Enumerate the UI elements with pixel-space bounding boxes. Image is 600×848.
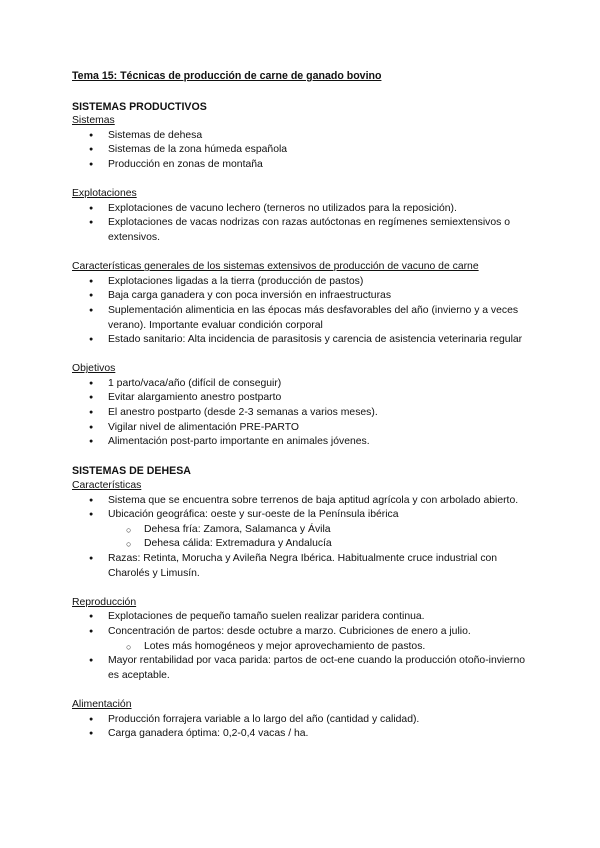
- subheading-sistemas: Sistemas: [72, 115, 115, 127]
- subheading-caracteristicas-generales: Características generales de los sistemas extensivos de producción de vacuno de carne: [72, 261, 479, 273]
- list-item: ● Explotaciones de vacas nodrizas con razas autóctonas en regímenes semiextensivos o extensivos.: [72, 216, 532, 245]
- subheading-explotaciones: Explotaciones: [72, 188, 137, 200]
- subheading-caracteristicas: Características: [72, 480, 142, 492]
- list-item: ● 1 parto/vaca/año (difícil de conseguir): [72, 377, 532, 392]
- list-item: ● Sistemas de dehesa: [72, 129, 532, 144]
- document-content: [72, 69, 532, 742]
- list-item: [72, 625, 532, 654]
- list-caracteristicas-dehesa: [72, 494, 532, 582]
- list-caracteristicas-generales: [72, 275, 532, 348]
- list-item: ● Mayor rentabilidad por vaca parida: partos de oct-ene cuando la producción otoño-invierno es aceptable.: [72, 654, 532, 683]
- list-item: ● Vigilar nivel de alimentación PRE-PARTO: [72, 421, 532, 436]
- section-heading-sistemas-dehesa: SISTEMAS DE DEHESA: [72, 465, 191, 478]
- list-item: ● Suplementación alimenticia en las épocas más desfavorables del año (invierno y a veces verano). Importante evaluar condición corporal: [72, 304, 532, 333]
- list-item: ● Razas: Retinta, Morucha y Avileña Negra Ibérica. Habitualmente cruce industrial con Charolés y Limusín.: [72, 552, 532, 581]
- sublist-item: ○ Dehesa fría: Zamora, Salamanca y Ávila: [108, 523, 532, 538]
- subheading-alimentacion: Alimentación: [72, 698, 132, 710]
- list-objetivos: [72, 377, 532, 450]
- list-reproduccion: [72, 610, 532, 683]
- list-item: ● Evitar alargamiento anestro postparto: [72, 391, 532, 406]
- list-item: ● Explotaciones ligadas a la tierra (producción de pastos): [72, 275, 532, 290]
- page-title: Tema 15: Técnicas de producción de carne de ganado bovino: [72, 70, 382, 82]
- list-item: ● Alimentación post-parto importante en animales jóvenes.: [72, 435, 532, 450]
- list-item: ● Sistema que se encuentra sobre terrenos de baja aptitud agrícola y con arbolado abierto.: [72, 494, 532, 509]
- list-alimentacion: [72, 713, 532, 742]
- list-explotaciones: [72, 202, 532, 246]
- list-item: ● Sistemas de la zona húmeda española: [72, 143, 532, 158]
- list-item: ● Carga ganadera óptima: 0,2-0,4 vacas / ha.: [72, 727, 532, 742]
- list-item: ● Explotaciones de vacuno lechero (terneros no utilizados para la reposición).: [72, 202, 532, 217]
- subheading-objetivos: Objetivos: [72, 363, 116, 375]
- sublist-partos: [108, 640, 532, 655]
- list-sistemas: [72, 129, 532, 173]
- list-item: ● Baja carga ganadera y con poca inversión en infraestructuras: [72, 289, 532, 304]
- list-item: [72, 508, 532, 552]
- list-item-text: Concentración de partos: desde octubre a marzo. Cubriciones de enero a julio.: [108, 625, 471, 637]
- sublist-item: ○ Dehesa cálida: Extremadura y Andalucía: [108, 537, 532, 552]
- list-item: ● Explotaciones de pequeño tamaño suelen realizar paridera continua.: [72, 610, 532, 625]
- subheading-reproduccion: Reproducción: [72, 596, 137, 608]
- list-item: ● Estado sanitario: Alta incidencia de parasitosis y carencia de asistencia veterinaria regular: [72, 333, 532, 348]
- list-item: ● El anestro postparto (desde 2-3 semanas a varios meses).: [72, 406, 532, 421]
- list-item-text: Ubicación geográfica: oeste y sur-oeste de la Península ibérica: [108, 509, 399, 521]
- sublist-ubicacion: [108, 523, 532, 552]
- list-item: ● Producción forrajera variable a lo largo del año (cantidad y calidad).: [72, 713, 532, 728]
- section-heading-sistemas-productivos: SISTEMAS PRODUCTIVOS: [72, 100, 207, 113]
- list-item: ● Producción en zonas de montaña: [72, 158, 532, 173]
- sublist-item: ○ Lotes más homogéneos y mejor aprovechamiento de pastos.: [108, 640, 532, 655]
